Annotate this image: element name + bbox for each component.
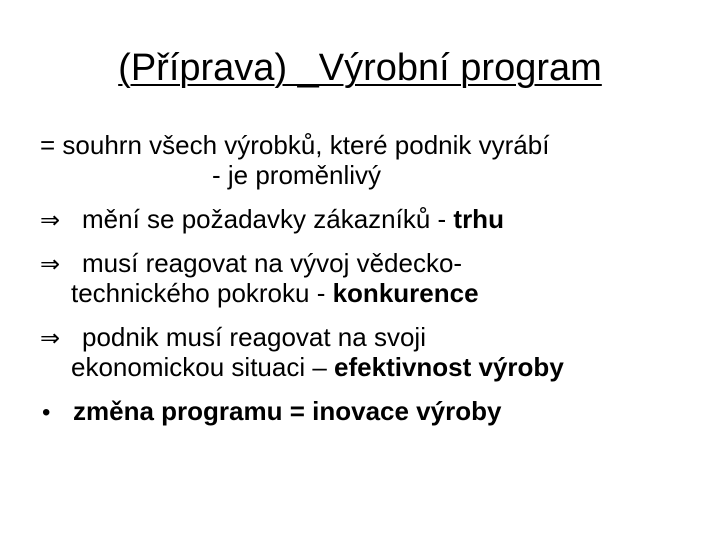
bullet-item-bold: změna programu = inovace výroby — [73, 396, 502, 426]
arrow-item-text: musí reagovat na vývoj vědecko- — [82, 248, 463, 278]
arrow-item-text: ekonomickou situaci – — [71, 352, 335, 382]
arrow-item-bold: efektivnost výroby — [334, 352, 564, 382]
arrow-item-efficiency — [40, 322, 710, 352]
implication-arrow-icon: ⇒ — [40, 206, 61, 234]
arrow-item-competition — [40, 248, 710, 278]
arrow-item-efficiency-continuation — [40, 352, 710, 382]
implication-arrow-icon: ⇒ — [40, 324, 61, 352]
definition-text: = souhrn všech výrobků, které podnik vyrábí — [40, 130, 550, 160]
slide-title — [0, 40, 720, 96]
arrow-item-bold: konkurence — [332, 278, 479, 308]
bullet-item-innovation — [40, 396, 710, 426]
arrow-item-text: mění se požadavky zákazníků - — [82, 204, 454, 234]
slide-content — [40, 130, 710, 426]
definition-continuation-text: - je proměnlivý — [212, 160, 382, 190]
arrow-item-competition-continuation — [40, 278, 710, 308]
arrow-item-bold: trhu — [453, 204, 504, 234]
definition-continuation — [40, 160, 710, 190]
implication-arrow-icon: ⇒ — [40, 250, 61, 278]
bullet-icon: • — [42, 399, 51, 426]
arrow-item-market — [40, 204, 710, 234]
slide-title-text: (Příprava) _Výrobní program — [118, 47, 602, 89]
definition-line — [40, 130, 710, 160]
arrow-item-text: technického pokroku - — [71, 278, 333, 308]
arrow-item-text: podnik musí reagovat na svoji — [82, 322, 426, 352]
